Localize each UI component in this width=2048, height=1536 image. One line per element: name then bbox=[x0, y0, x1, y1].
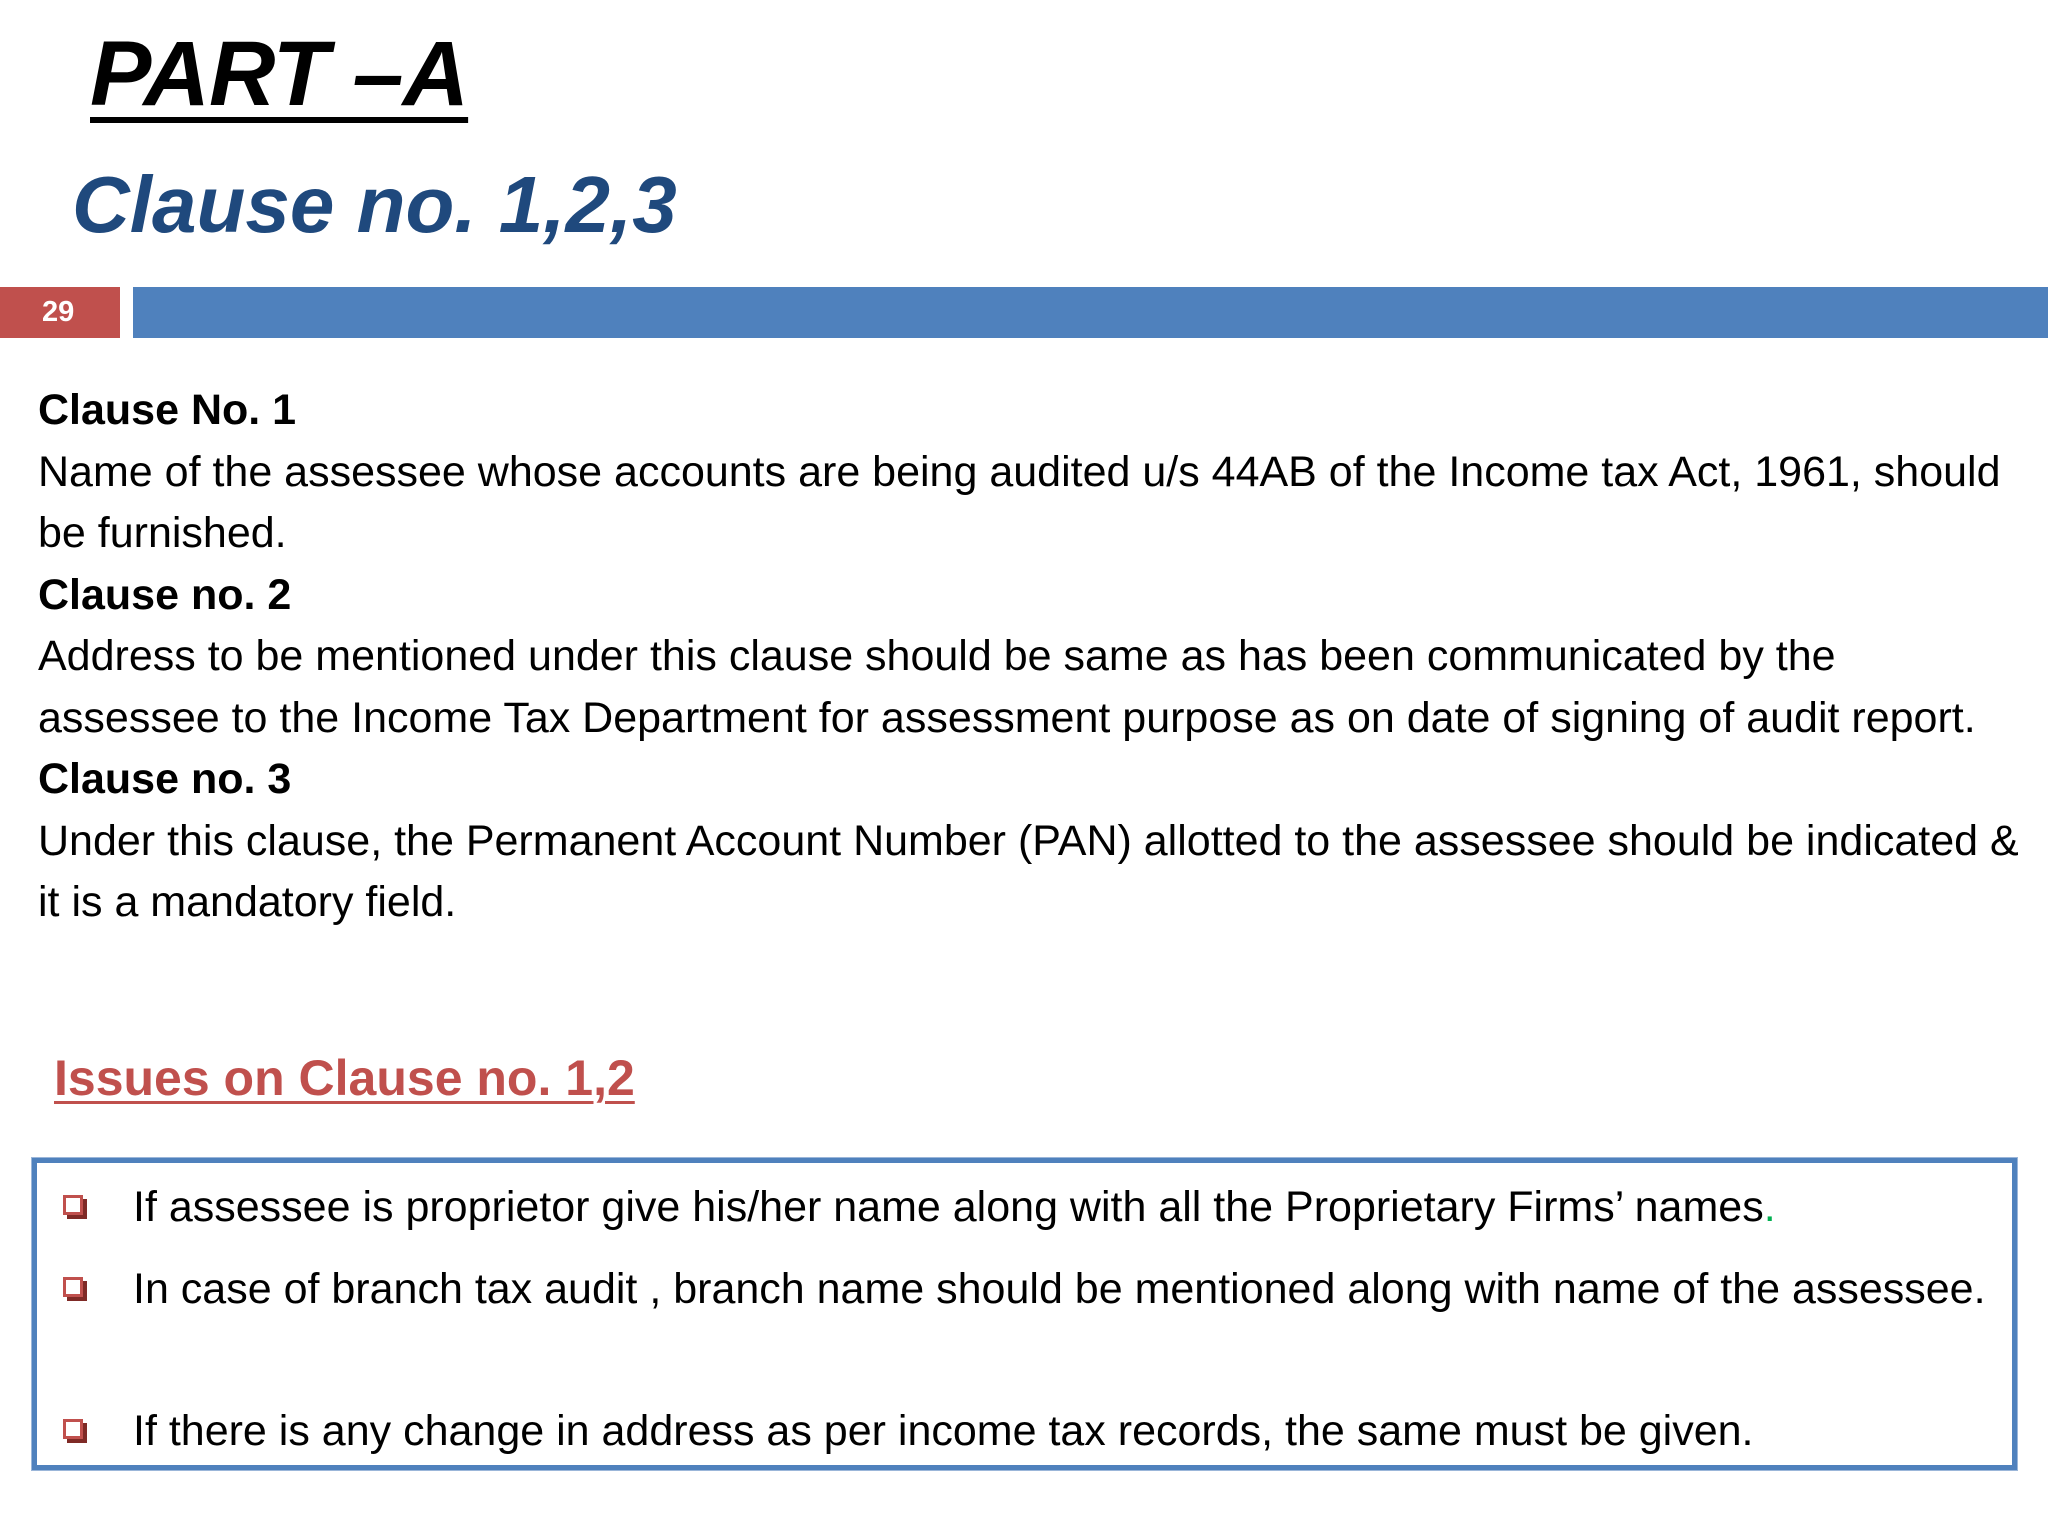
checkbox-bullet-icon bbox=[63, 1419, 87, 1443]
clause-2-label: Clause no. 2 bbox=[38, 570, 292, 619]
clause-heading: Clause no. 1,2,3 bbox=[72, 160, 677, 249]
checkbox-bullet-icon bbox=[63, 1195, 87, 1219]
issues-heading: Issues on Clause no. 1,2 bbox=[54, 1050, 635, 1106]
issue-2-text: In case of branch tax audit , branch name should be mentioned along with name of the assessee. bbox=[133, 1265, 1986, 1313]
checkbox-bullet-icon bbox=[63, 1277, 87, 1301]
clause-3-label: Clause no. 3 bbox=[38, 755, 292, 803]
slide-number: 29 bbox=[42, 296, 75, 328]
clause-1-label: Clause No. 1 bbox=[38, 386, 297, 434]
issues-box bbox=[32, 1158, 2017, 1470]
clause-1-text: Name of the assessee whose accounts are being audited u/s 44AB of the Income tax Act, 1961, should be furnished. bbox=[38, 447, 2001, 557]
part-title: PART –A bbox=[90, 23, 469, 125]
clause-3-text: Under this clause, the Permanent Account Number (PAN) allotted to the assessee should be indicated & it is a mandatory field. bbox=[38, 816, 2019, 926]
issue-1-text: If assessee is proprietor give his/her name along with all the Proprietary Firms’ names bbox=[133, 1183, 1764, 1231]
issue-3-text: If there is any change in address as per income tax records, the same must be given. bbox=[133, 1407, 1754, 1455]
header-bar bbox=[133, 287, 2048, 338]
clauses-section bbox=[38, 380, 2028, 934]
clause-2-text: Address to be mentioned under this clause should be same as has been communicated by the assessee to the Income Tax Department for assessment purpose as on date of signing of audit report. bbox=[38, 632, 1976, 742]
issue-text bbox=[133, 1177, 1992, 1238]
slide-number-badge bbox=[0, 287, 120, 338]
issue-1-suffix: . bbox=[1763, 1183, 1776, 1231]
